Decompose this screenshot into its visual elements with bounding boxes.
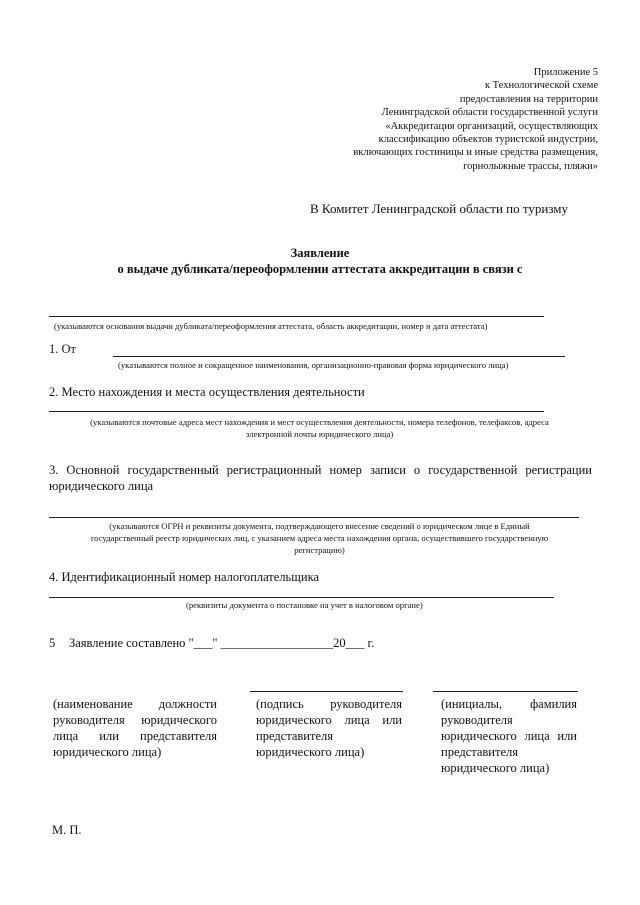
document-subtitle: о выдаче дубликата/переоформлении аттестата аккредитации в связи с <box>117 262 523 276</box>
item3-hint <box>52 520 587 556</box>
applicant-name-line[interactable] <box>113 356 565 357</box>
name-caption <box>441 696 577 776</box>
position-caption-line: юридического лица) <box>53 745 162 759</box>
name-line[interactable] <box>433 691 578 692</box>
name-caption-line: руководителя <box>441 713 513 727</box>
signature-line[interactable] <box>250 691 403 692</box>
item2-label: 2. Место нахождения и места осуществления деятельности <box>49 385 365 399</box>
item2-hint-line: электронной почты юридического лица) <box>245 429 394 439</box>
signature-caption-line: юридического лица) <box>256 745 365 759</box>
name-caption-line: юридического лица или <box>441 729 577 743</box>
inn-input-line[interactable] <box>49 597 554 598</box>
document-title: Заявление <box>290 246 350 260</box>
appendix-line: Ленинградской области государственной услуги <box>381 107 598 119</box>
appendix-line: горнолыжные трассы, пляжи» <box>463 160 598 172</box>
appendix-line: Приложение 5 <box>533 67 598 78</box>
signature-caption <box>256 696 402 760</box>
appendix-header <box>308 66 598 173</box>
item3-hint-line: (указываются ОГРН и реквизиты документа, подтверждающего внесение сведений о юридическом лице в Единый <box>109 521 530 531</box>
item1-label: 1. От <box>49 342 76 356</box>
signature-caption-line: юридического лица или <box>256 713 402 727</box>
address-input-line[interactable] <box>49 411 544 412</box>
position-caption-line: (наименование должности <box>53 697 217 711</box>
application-date-field[interactable]: Заявление составлено "___" __________________20___ г. <box>69 636 375 650</box>
appendix-line: к Технологической схеме <box>484 80 598 92</box>
appendix-line: классификацию объектов туристской индустрии, <box>378 134 598 146</box>
item3-hint-line: государственный реестр юридических лиц, с указанием адреса места нахождения органа, осуществившего государственную <box>90 533 549 543</box>
position-caption-line: руководителя юридического <box>53 713 217 727</box>
basis-hint: (указываются основания выдачи дубликата/переоформления аттестата, область аккредитации, номер и дата аттестата) <box>54 321 488 331</box>
name-caption-line: представителя <box>441 745 518 759</box>
name-caption-line: (инициалы, фамилия <box>441 697 577 711</box>
item3-label: 3. Основной государственный регистрационный номер записи о государственной регистрации юридического лица <box>49 463 592 493</box>
item2-hint <box>52 416 587 440</box>
item4-hint: (реквизиты документа о постановке на учет в налоговом органе) <box>186 600 423 610</box>
addressee: В Комитет Ленинградской области по туризму <box>310 201 569 216</box>
ogrn-input-line[interactable] <box>49 517 579 518</box>
signature-caption-line: представителя <box>256 729 333 743</box>
appendix-line: включающих гостиницы и иные средства размещения, <box>353 147 598 159</box>
name-caption-line: юридического лица) <box>441 761 550 775</box>
appendix-line: «Аккредитация организаций, осуществляющих <box>385 120 598 132</box>
stamp-place: М. П. <box>52 823 82 837</box>
appendix-line: предоставления на территории <box>459 93 598 105</box>
position-caption <box>53 696 217 760</box>
item5-number: 5 <box>49 636 56 650</box>
item3-hint-line: регистрацию) <box>294 545 345 555</box>
item4-label: 4. Идентификационный номер налогоплательщика <box>49 570 320 584</box>
basis-input-line[interactable] <box>49 316 544 317</box>
signature-caption-line: (подпись руководителя <box>256 697 402 711</box>
item2-hint-line: (указываются почтовые адреса мест нахождения и мест осуществления деятельности, номера телефонов, телефаксов, адреса <box>90 417 549 427</box>
position-caption-line: лица или представителя <box>53 729 217 743</box>
item1-hint: (указываются полное и сокращенное наименования, организационно-правовая форма юридического лица) <box>118 360 509 370</box>
